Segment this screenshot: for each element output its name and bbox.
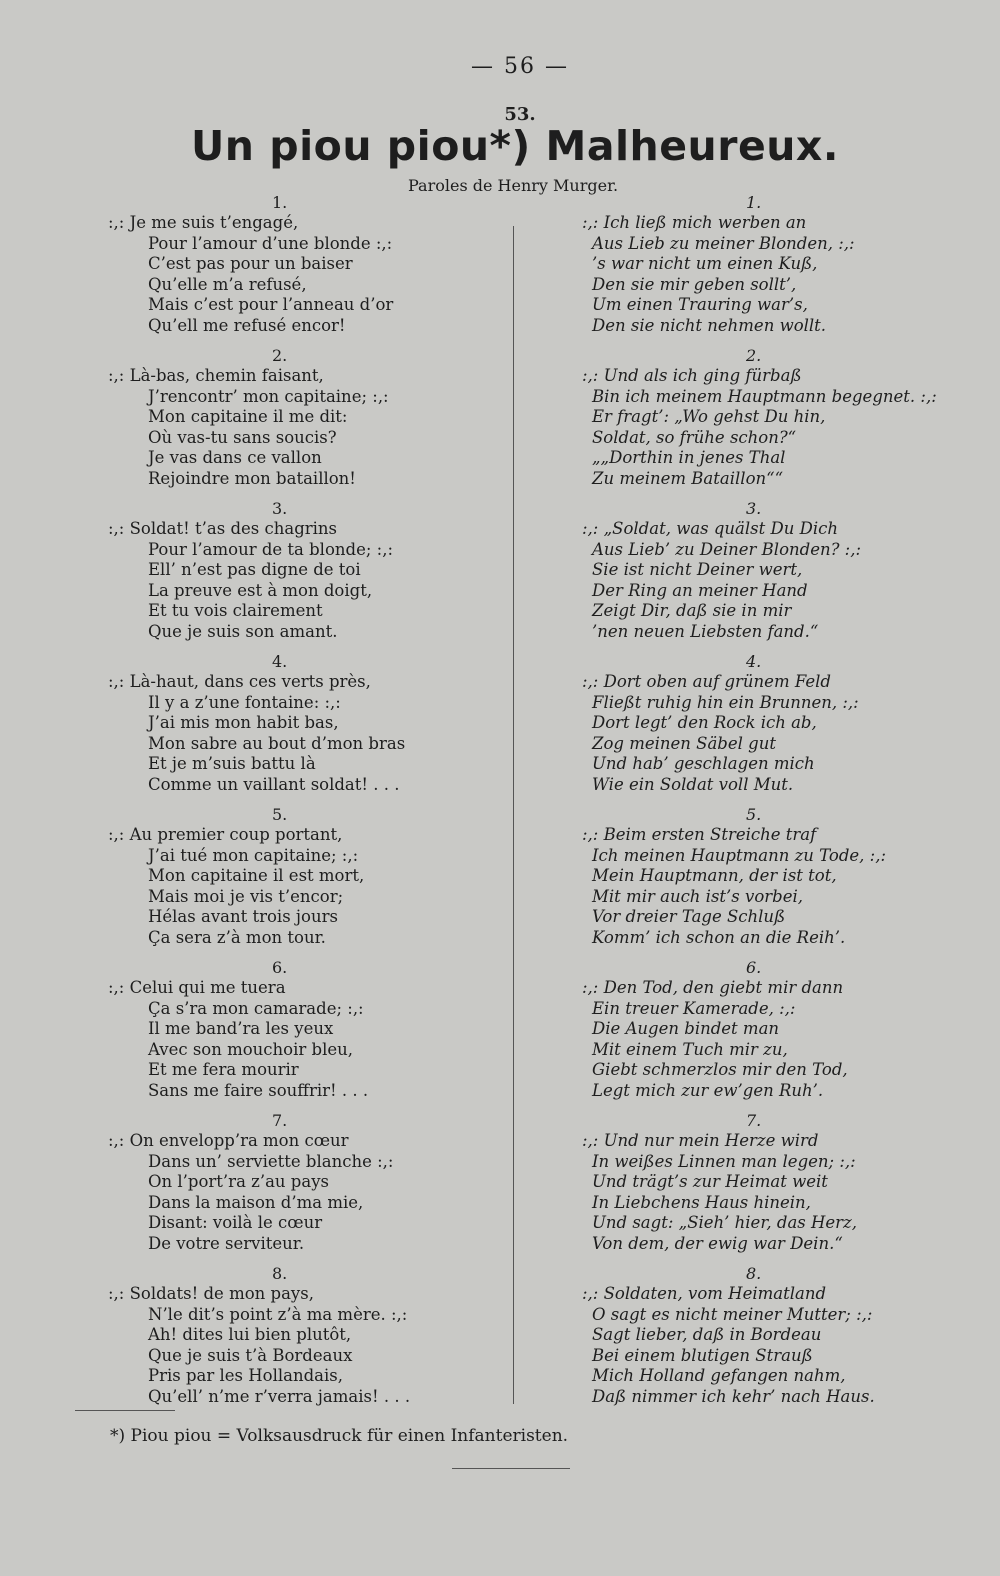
stanza-number: 7. [272,1111,288,1130]
german-stanza [582,499,962,642]
lyric-line: Qu’ell’ n’me r’verra jamais! . . . [148,1386,411,1406]
lyric-line: Et je m’suis battu là [148,754,316,773]
french-stanza [108,1111,438,1254]
lyric-line: N’le dit’s point z’à ma mère. :,: [148,1304,408,1324]
lyric-line: In weißes Linnen man legen; :,: [592,1151,856,1171]
lyric-line: Mich Holland gefangen nahm, [592,1366,846,1385]
lyric-line: Il y a z’une fontaine: :,: [148,692,341,712]
lyric-line: Dans un’ serviette blanche :,: [148,1151,394,1171]
lyric-line: Vor dreier Tage Schluß [592,907,786,926]
lyric-line: J’ai mis mon habit bas, [148,713,339,732]
stanza-number: 4. [272,652,288,671]
lyric-line: :,: Und als ich ging fürbaß [582,366,802,385]
lyric-line: Er fragt’: „Wo gehst Du hin, [592,407,826,426]
footnote: *) Piou piou = Volksausdruck für einen Infanteristen. [110,1426,569,1446]
lyric-line: Avec son mouchoir bleu, [148,1039,353,1059]
lyric-line: J’ai tué mon capitaine; :,: [148,845,359,865]
lyric-line: Ça s’ra mon camarade; :,: [148,998,364,1018]
stanza-number: 3. [272,499,288,518]
lyric-line: :,: Und nur mein Herze wird [582,1131,819,1150]
stanza-number: 6. [272,958,288,977]
german-stanza [582,652,962,795]
lyric-line: :,: Là-haut, dans ces verts près, [108,672,371,691]
lyric-line: J’rencontr’ mon capitaine; :,: [148,386,389,406]
lyric-line: Ich meinen Hauptmann zu Tode, :,: [592,845,887,865]
lyric-line: ’nen neuen Liebsten fand.“ [592,621,819,641]
lyric-line: :,: Soldat! t’as des chagrins [108,519,338,538]
song-title: Un piou piou*) Malheureux. [191,122,839,170]
lyric-line: Mais c’est pour l’anneau d’or [148,295,394,314]
lyric-line: Pris par les Hollandais, [148,1366,343,1385]
lyric-line: :,: Soldaten, vom Heimatland [582,1284,827,1303]
lyric-line: Qu’elle m’a refusé, [148,274,307,294]
lyric-line: Bei einem blutigen Strauß [592,1345,813,1365]
german-stanza [582,1111,962,1254]
lyric-line: Pour l’amour de ta blonde; :,: [148,539,394,559]
lyric-line: :,: „Soldat, was quälst Du Dich [582,519,838,538]
lyric-line: Den sie nicht nehmen wollt. [592,315,827,335]
lyric-line: Von dem, der ewig war Dein.“ [592,1233,843,1253]
lyric-line: Soldat, so frühe schon?“ [592,427,797,447]
lyric-line: Zu meinem Bataillon““ [592,468,783,488]
german-stanza [582,1264,962,1407]
stanza-number: 3. [746,499,762,518]
lyric-line: C’est pas pour un baiser [148,254,353,273]
lyric-line: Dans la maison d’ma mie, [148,1192,364,1212]
french-stanza [108,958,438,1101]
lyric-line: Comme un vaillant soldat! . . . [148,774,400,794]
lyric-line: Zeigt Dir, daß sie in mir [592,601,792,620]
lyric-line: Legt mich zur ew’gen Ruh’. [592,1080,824,1100]
german-stanza [582,346,962,489]
lyric-line: „„Dorthin in jenes Thal [592,448,786,467]
lyric-line: Und sagt: „Sieh’ hier, das Herz, [592,1213,857,1232]
lyric-line: Mon capitaine il me dit: [148,407,348,426]
lyric-line: Je vas dans ce vallon [148,448,322,467]
lyric-line: :,: Au premier coup portant, [108,825,343,844]
stanza-number: 8. [272,1264,288,1283]
stanza-number: 6. [746,958,762,977]
page-number: — 56 — [471,54,569,79]
german-lyrics-column [582,193,962,1417]
lyric-line: Mit mir auch ist’s vorbei, [592,886,804,906]
lyric-line: Disant: voilà le cœur [148,1213,323,1232]
lyric-line: Et tu vois clairement [148,601,323,620]
lyric-line: Mais moi je vis t’encor; [148,886,344,906]
lyric-line: Pour l’amour d’une blonde :,: [148,233,393,253]
lyric-line: Und trägt’s zur Heimat weit [592,1172,828,1191]
stanza-number: 5. [272,805,288,824]
stanza-number: 4. [746,652,762,671]
lyric-line: On l’port’ra z’au pays [148,1172,329,1191]
lyric-line: Fließt ruhig hin ein Brunnen, :,: [592,692,859,712]
stanza-number: 5. [746,805,762,824]
french-stanza [108,1264,438,1407]
lyric-line: Aus Lieb zu meiner Blonden, :,: [592,233,855,253]
lyric-line: :,: Celui qui me tuera [108,978,286,997]
lyric-line: Où vas-tu sans soucis? [148,427,337,447]
lyric-line: Rejoindre mon bataillon! [148,468,356,488]
lyric-line: Sagt lieber, daß in Bordeau [592,1325,822,1344]
lyric-line: Den sie mir geben sollt’, [592,274,797,294]
lyric-line: Komm’ ich schon an die Reih’. [592,927,846,947]
stanza-number: 2. [272,346,288,365]
lyric-line: Que je suis son amant. [148,621,338,641]
lyric-line: Ein treuer Kamerade, :,: [592,998,796,1018]
lyric-line: ’s war nicht um einen Kuß, [592,254,818,273]
lyric-line: In Liebchens Haus hinein, [592,1192,811,1212]
german-stanza [582,958,962,1101]
lyric-line: Zog meinen Säbel gut [592,733,776,753]
lyric-line: :,: On envelopp’ra mon cœur [108,1131,349,1150]
stanza-number: 8. [746,1264,762,1283]
lyric-line: Hélas avant trois jours [148,907,338,926]
lyric-line: :,: Je me suis t’engagé, [108,213,299,232]
german-stanza [582,805,962,948]
lyric-line: :,: Beim ersten Streiche traf [582,825,817,844]
lyric-line: Que je suis t’à Bordeaux [148,1345,353,1365]
lyric-line: :,: Là-bas, chemin faisant, [108,366,324,385]
lyric-line: Mon capitaine il est mort, [148,866,365,885]
lyric-line: :,: Dort oben auf grünem Feld [582,672,831,691]
lyric-line: Die Augen bindet man [592,1019,780,1038]
footnote-rule [75,1410,175,1411]
german-stanza [582,193,962,336]
lyric-line: Sie ist nicht Deiner wert, [592,560,803,579]
lyric-line: Um einen Trauring war’s, [592,295,808,314]
french-stanza [108,499,438,642]
lyric-line: :,: Den Tod, den giebt mir dann [582,978,844,997]
lyric-line: La preuve est à mon doigt, [148,580,373,600]
french-stanza [108,805,438,948]
lyric-line: Der Ring an meiner Hand [592,580,808,600]
lyric-line: Ell’ n’est pas digne de toi [148,560,361,579]
lyric-line: Ça sera z’à mon tour. [148,927,326,947]
lyric-line: Daß nimmer ich kehr’ nach Haus. [592,1386,875,1406]
stanza-number: 2. [746,346,762,365]
lyric-line: De votre serviteur. [148,1233,305,1253]
lyric-line: Sans me faire souffrir! . . . [148,1080,369,1100]
lyrics-credit: Paroles de Henry Murger. [408,176,619,195]
french-lyrics-column [108,193,438,1417]
lyric-line: Qu’ell me refusé encor! [148,315,346,335]
lyric-line: :,: Soldats! de mon pays, [108,1284,314,1303]
lyric-line: Ah! dites lui bien plutôt, [148,1325,352,1344]
lyric-line: O sagt es nicht meiner Mutter; :,: [592,1304,873,1324]
lyric-line: Dort legt’ den Rock ich ab, [592,713,817,732]
lyric-line: Mit einem Tuch mir zu, [592,1039,788,1059]
column-divider [513,226,514,1404]
stanza-number: 1. [272,193,288,212]
lyric-line: Wie ein Soldat voll Mut. [592,774,794,794]
lyric-line: Und hab’ geschlagen mich [592,754,815,773]
lyric-line: :,: Ich ließ mich werben an [582,213,807,232]
lyric-line: Aus Lieb’ zu Deiner Blonden? :,: [592,539,862,559]
lyric-line: Il me band’ra les yeux [148,1019,334,1038]
lyric-line: Giebt schmerzlos mir den Tod, [592,1060,848,1079]
lyric-line: Bin ich meinem Hauptmann begegnet. :,: [592,386,937,406]
french-stanza [108,652,438,795]
song-number: 53. [504,104,536,125]
french-stanza [108,346,438,489]
lyric-line: Mein Hauptmann, der ist tot, [592,866,837,885]
stanza-number: 7. [746,1111,762,1130]
lyric-line: Mon sabre au bout d’mon bras [148,733,406,753]
stanza-number: 1. [746,193,762,212]
lyric-line: Et me fera mourir [148,1060,299,1079]
end-rule [452,1468,570,1469]
french-stanza [108,193,438,336]
